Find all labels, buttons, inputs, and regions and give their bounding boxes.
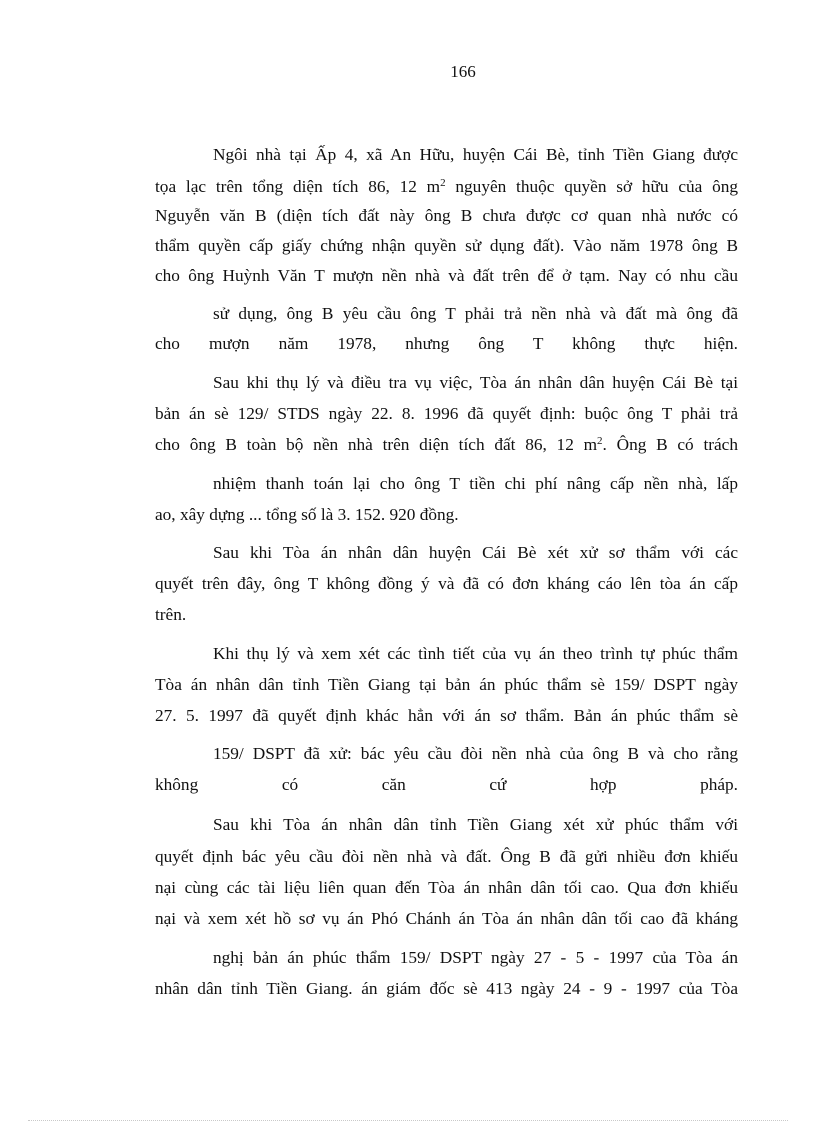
- text-line: nhân dân tỉnh Tiền Giang. án giám đốc sè 413 ngày 24 - 9 - 1997 của Tòa: [155, 979, 738, 998]
- text-line: Tòa án nhân dân tỉnh Tiền Giang tại bản án phúc thẩm sè 159/ DSPT ngày: [155, 675, 738, 694]
- text-line: 159/ DSPT đã xử: bác yêu cầu đòi nền nhà của ông B và cho rằng: [213, 744, 738, 763]
- text-line: thẩm quyền cấp giấy chứng nhận quyền sử dụng đất). Vào năm 1978 ông B: [155, 236, 738, 255]
- page-bottom-rule: [28, 1120, 788, 1121]
- text-line: sử dụng, ông B yêu cầu ông T phải trả nền nhà và đất mà ông đã: [213, 304, 738, 323]
- text-line: Nguyễn văn B (diện tích đất này ông B chưa được cơ quan nhà nước có: [155, 206, 738, 225]
- text-line: Sau khi thụ lý và điều tra vụ việc, Tòa án nhân dân huyện Cái Bè tại: [213, 373, 738, 392]
- text-line: nghị bản án phúc thẩm 159/ DSPT ngày 27 - 5 - 1997 của Tòa án: [213, 948, 738, 967]
- text-line: nhiệm thanh toán lại cho ông T tiền chi phí nâng cấp nền nhà, lấp: [213, 474, 738, 493]
- text-line: quyết trên đây, ông T không đồng ý và đã có đơn kháng cáo lên tòa án cấp: [155, 574, 738, 593]
- text-line: trên.: [155, 605, 187, 624]
- text-line: Sau khi Tòa án nhân dân tỉnh Tiền Giang xét xử phúc thẩm với: [213, 815, 738, 834]
- superscript: 2: [440, 177, 446, 189]
- text-line: không có căn cứ hợp pháp.: [155, 775, 738, 794]
- text-line: Ngôi nhà tại Ấp 4, xã An Hữu, huyện Cái Bè, tỉnh Tiền Giang được: [213, 145, 738, 164]
- text-line: Sau khi Tòa án nhân dân huyện Cái Bè xét xử sơ thẩm với các: [213, 543, 738, 562]
- text-line: cho ông Huỳnh Văn T mượn nền nhà và đất trên để ở tạm. Nay có nhu cầu: [155, 266, 738, 285]
- text-line: quyết định bác yêu cầu đòi nền nhà và đất. Ông B đã gửi nhiều đơn khiếu: [155, 847, 738, 866]
- page-number: 166: [450, 62, 476, 81]
- text-line: cho ông B toàn bộ nền nhà trên diện tích đất 86, 12 $m^2$. Ông B có trách: [155, 435, 738, 454]
- text-line: tọa lạc trên tổng diện tích 86, 12 $m^2$ nguyên thuộc quyền sở hữu của ông: [155, 177, 739, 196]
- superscript: 2: [597, 435, 603, 447]
- text-line: bản án sè 129/ STDS ngày 22. 8. 1996 đã quyết định: buộc ông T phải trả: [155, 404, 738, 423]
- text-line: Khi thụ lý và xem xét các tình tiết của vụ án theo trình tự phúc thẩm: [213, 644, 738, 663]
- text-line: ao, xây dựng ... tổng số là 3. 152. 920 đồng.: [155, 505, 459, 524]
- text-line: cho mượn năm 1978, nhưng ông T không thực hiện.: [155, 334, 738, 353]
- text-line: nại cùng các tài liệu liên quan đến Tòa án nhân dân tối cao. Qua đơn khiếu: [155, 878, 738, 897]
- text-line: nại và xem xét hồ sơ vụ án Phó Chánh án Tòa án nhân dân tối cao đã kháng: [155, 909, 738, 928]
- text-line: 27. 5. 1997 đã quyết định khác hẳn với án sơ thẩm. Bản án phúc thẩm sè: [155, 706, 738, 725]
